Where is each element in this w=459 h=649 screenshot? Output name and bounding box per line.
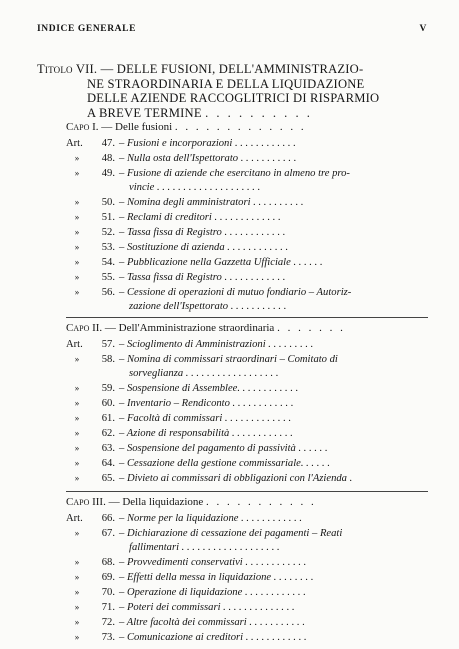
entry-text: – Operazione di liquidazione . . . . . . . . . . . . [119,587,306,598]
entry-prefix: » [74,153,80,163]
titolo-line-4-wrap [37,106,425,121]
entry-text: – Facoltà di commissari . . . . . . . . . . . . . [119,413,292,424]
entry-text: – Fusione di aziende che esercitano in almeno tre pro- [119,168,350,179]
entry-text: – Tassa fissa di Registro . . . . . . . . . . . . [119,227,286,238]
entry-prefix: » [74,428,80,438]
toc-entry [66,339,428,350]
page-number: V [419,24,427,34]
entry-text: – Divieto ai commissari di obbligazioni con l'Azienda . [119,473,353,484]
entry-text: – Sospensione di Assemblee. . . . . . . . . . . . [119,383,299,394]
entry-prefix: » [74,617,80,627]
entry-number: 65. [101,473,115,484]
capo-3-label: Capo III. [66,496,106,508]
titolo-line-3: DELLE AZIENDE RACCOGLITRICI DI RISPARMIO [87,91,380,106]
entry-number: 53. [101,242,115,253]
entry-text: – Altre facoltà dei commissari . . . . . . . . . . . [119,617,305,628]
toc-entry [66,587,428,598]
titolo-line-2: NE STRAORDINARIA E DELLA LIQUIDAZIONE [87,76,365,91]
entry-text: – Sospensione del pagamento di passività . . . . . . [119,443,328,454]
entry-text: – Nomina di commissari straordinari – Comitato di [119,354,338,365]
entry-text: – Norme per la liquidazione . . . . . . . . . . . . [119,513,303,524]
entry-text: – Pubblicazione nella Gazzetta Ufficiale . . . . . . [119,257,323,268]
entry-prefix: » [74,528,80,538]
capo-2-label: Capo II. [66,322,103,334]
entry-prefix: » [74,257,80,267]
entry-text: – Nulla osta dell'Ispettorato . . . . . . . . . . . [119,153,297,164]
entry-number: 56. [101,287,115,298]
entry-number: 62. [101,428,115,439]
toc-entry [66,557,428,568]
entry-prefix: » [74,287,80,297]
titolo-dots: . . . . . . . . . . [205,105,313,120]
entry-prefix: » [74,587,80,597]
running-header [37,24,427,34]
toc-entry [66,528,428,539]
entry-number: 52. [101,227,115,238]
toc-entry [66,168,428,179]
entry-text: – Tassa fissa di Registro . . . . . . . . . . . . [119,272,286,283]
capo-2-heading [66,322,428,334]
entry-number: 48. [101,153,115,164]
entry-text: – Inventario – Rendiconto . . . . . . . . . . . . [119,398,294,409]
section-divider [66,491,428,492]
entry-prefix: » [74,413,80,423]
entry-number: 55. [101,272,115,283]
capo-3-heading [66,496,428,508]
entry-number: 61. [101,413,115,424]
toc-entry [66,242,428,253]
entry-number: 73. [101,632,115,643]
entry-text: – Fusioni e incorporazioni . . . . . . . . . . . . [119,138,296,149]
entry-text: – Provvedimenti conservativi . . . . . . . . . . . . [119,557,307,568]
toc-entry [66,443,428,454]
entry-prefix: » [74,398,80,408]
entry-prefix: » [74,242,80,252]
entry-prefix: » [74,197,80,207]
entry-text: – Cessazione della gestione commissariale. . . . . . [119,458,330,469]
entry-number: 58. [101,354,115,365]
toc-entry [66,602,428,613]
entry-prefix: » [74,473,80,483]
entry-number: 63. [101,443,115,454]
capo-1-dots: . . . . . . . . . . . . . [174,121,307,133]
entry-number: 64. [101,458,115,469]
entry-number: 72. [101,617,115,628]
toc-entry [66,138,428,149]
titolo-line-4: A BREVE TERMINE [87,105,202,120]
capo-3-title: — Della liquidazione [108,496,204,508]
entry-prefix: » [74,227,80,237]
entry-number: 54. [101,257,115,268]
toc-entry [66,153,428,164]
entry-number: 70. [101,587,115,598]
entry-continuation: zazione dell'Ispettorato . . . . . . . . . . . [129,301,287,312]
entry-prefix: » [74,572,80,582]
entry-number: 51. [101,212,115,223]
entry-number: 71. [101,602,115,613]
entry-prefix: » [74,602,80,612]
entry-text: – Scioglimento di Amministrazioni . . . . . . . . . [119,339,314,350]
entry-prefix: » [74,557,80,567]
entry-prefix: » [74,272,80,282]
entry-prefix: » [74,383,80,393]
toc-entry [66,227,428,238]
entry-prefix: » [74,443,80,453]
entry-prefix: Art. [66,138,83,149]
entry-number: 66. [101,513,115,524]
titolo-heading [37,62,425,120]
capo-1-label: Capo I. [66,121,99,133]
entry-text: – Reclami di creditori . . . . . . . . . . . . . [119,212,281,223]
entry-number: 69. [101,572,115,583]
toc-entry [66,428,428,439]
entry-number: 49. [101,168,115,179]
toc-entry [66,197,428,208]
toc-entry [66,398,428,409]
section-divider [66,317,428,318]
entry-prefix: » [74,168,80,178]
toc-entry [66,632,428,643]
entry-text: – Azione di responsabilità . . . . . . . . . . . . [119,428,293,439]
titolo-label: Titolo VII. [37,62,98,76]
header-title: INDICE GENERALE [37,24,137,34]
capo-1-heading [66,121,428,133]
toc-entry [66,287,428,298]
entry-number: 68. [101,557,115,568]
entry-number: 60. [101,398,115,409]
entry-number: 50. [101,197,115,208]
entry-text: – Comunicazione ai creditori . . . . . . . . . . . . [119,632,307,643]
entry-continuation: sorveglianza . . . . . . . . . . . . . . . . . . [129,368,279,379]
entry-prefix: Art. [66,513,83,524]
toc-entry [66,473,428,484]
entry-text: – Sostituzione di azienda . . . . . . . . . . . . [119,242,289,253]
entry-continuation: fallimentari . . . . . . . . . . . . . . . . . . . [129,542,280,553]
toc-entry [66,272,428,283]
toc-entry [66,383,428,394]
entry-text: – Dichiarazione di cessazione dei pagamenti – Reati [119,528,343,539]
capo-2-dots: . . . . . . . [277,322,346,334]
entry-prefix: » [74,212,80,222]
toc-entry [66,257,428,268]
entry-text: – Cessione di operazioni di mutuo fondiario – Autoriz- [119,287,352,298]
entry-prefix: » [74,458,80,468]
entry-prefix: Art. [66,339,83,350]
toc-entry [66,413,428,424]
toc-entry [66,617,428,628]
toc-entry [66,572,428,583]
entry-prefix: » [74,632,80,642]
capo-1-title: — Delle fusioni [101,121,173,133]
entry-number: 47. [101,138,115,149]
entry-number: 57. [101,339,115,350]
entry-text: – Effetti della messa in liquidazione . . . . . . . . [119,572,314,583]
entry-continuation: vincie . . . . . . . . . . . . . . . . . . . . [129,182,261,193]
entry-prefix: » [74,354,80,364]
titolo-line-1: — DELLE FUSIONI, DELL'AMMINISTRAZIO- [100,62,364,76]
toc-entry [66,354,428,365]
capo-2-title: — Dell'Amministrazione straordinaria [104,322,275,334]
toc-entry [66,458,428,469]
toc-entry [66,513,428,524]
entry-number: 59. [101,383,115,394]
entry-number: 67. [101,528,115,539]
entry-text: – Poteri dei commissari . . . . . . . . . . . . . . [119,602,295,613]
capo-3-dots: . . . . . . . . . . . [206,496,317,508]
toc-entry [66,212,428,223]
entry-text: – Nomina degli amministratori . . . . . . . . . . [119,197,304,208]
